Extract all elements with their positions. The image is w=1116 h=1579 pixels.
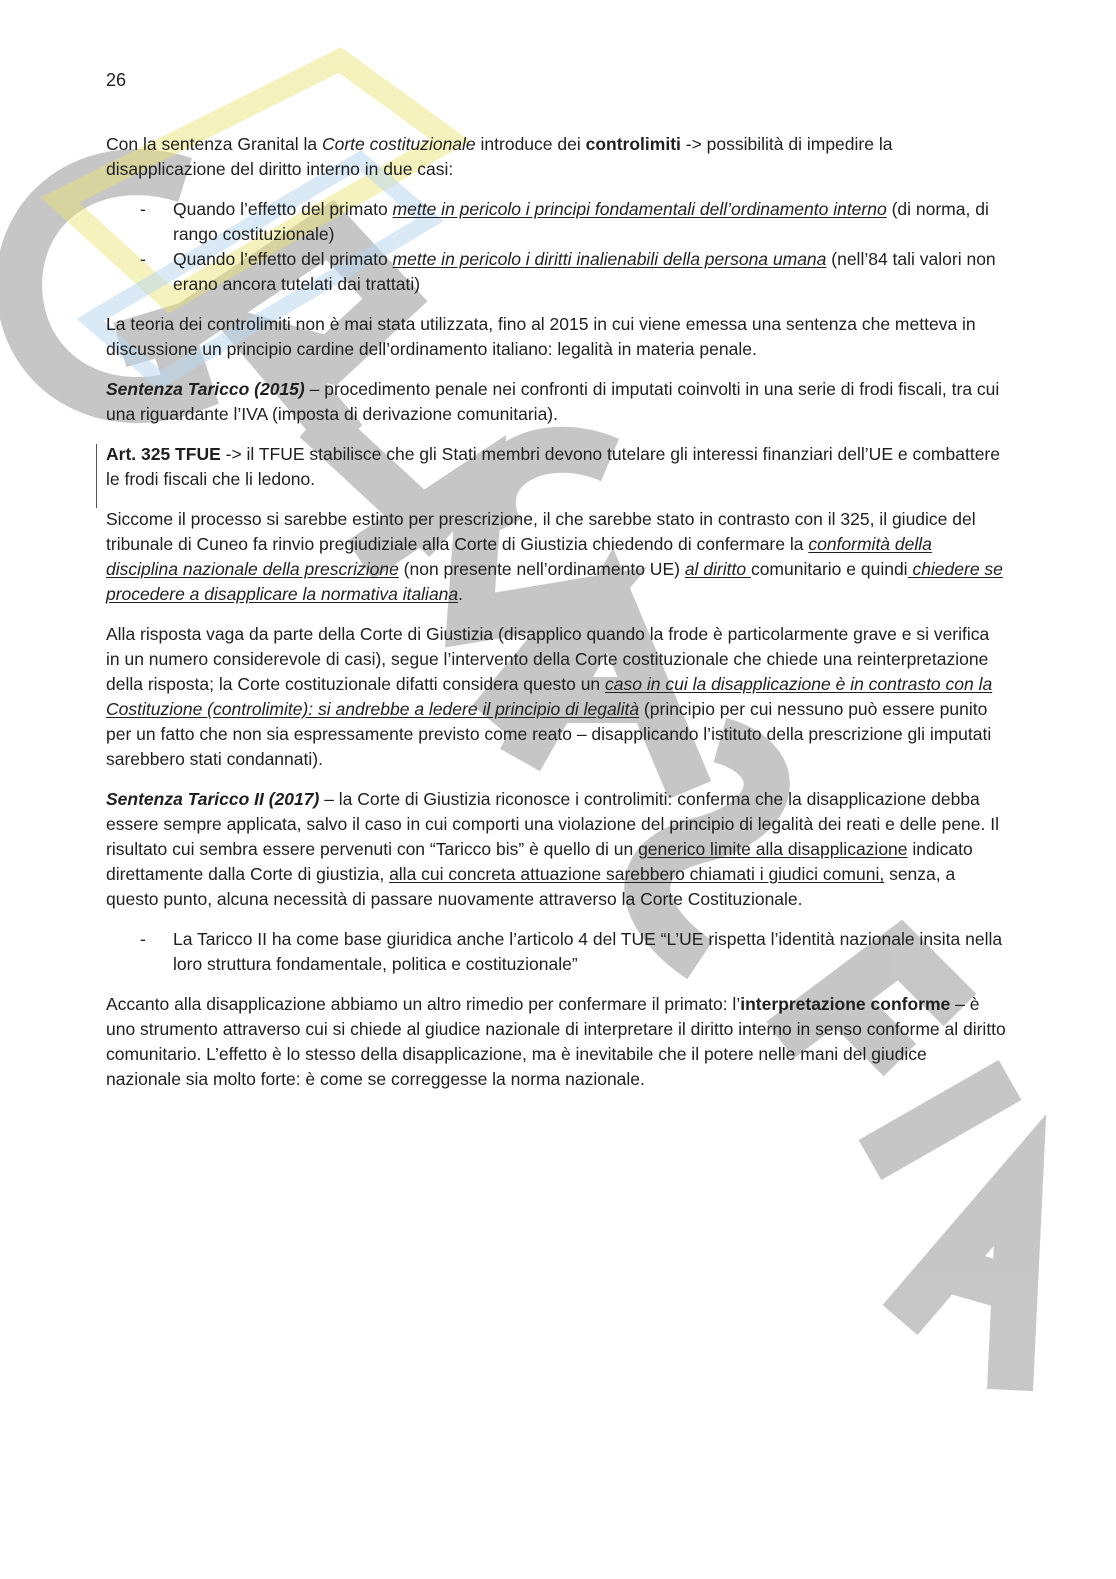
- paragraph-interpretazione: Accanto alla disapplicazione abbiamo un altro rimedio per confermare il primato: l’interpretazione conforme – è uno strumento attraverso cui si chiede al giudice nazionale di interpretare il diritto interno in senso conforme al diritto comunitario. L’effetto è lo stesso della disapplicazione, ma è inevitabile che il potere nelle mani del giudice nazionale sia molto forte: è come se correggesse la norma nazionale.: [106, 994, 1006, 1089]
- taricco-ii-list: [106, 927, 1006, 977]
- list-item: - Quando l’effetto del primato mette in pericolo i diritti inalienabili della persona umana (nell’84 tali valori non erano ancora tutelati dai trattati): [140, 249, 996, 294]
- paragraph-taricco-ii: Sentenza Taricco II (2017) – la Corte di Giustizia riconosce i controlimiti: conferma che la disapplicazione debba essere sempre applicata, salvo il caso in cui comporti una violazione del principio di legalità dei reati e delle pene. Il risultato cui sembra essere pervenuti con “Taricco bis” è quello di un generico limite alla disapplicazione indicato direttamente dalla Corte di giustizia, alla cui concreta attuazione sarebbero chiamati i giudici comuni, senza, a questo punto, alcuna necessità di passare nuovamente attraverso la Corte Costituzionale.: [106, 789, 999, 909]
- controlimiti-list: [106, 197, 1006, 297]
- revision-bar: [96, 444, 97, 508]
- document-body: [106, 132, 1006, 1107]
- list-item: - La Taricco II ha come base giuridica anche l’articolo 4 del TUE “L’UE rispetta l’identità nazionale insita nella loro struttura fondamentale, politica e costituzionale”: [140, 929, 1003, 974]
- paragraph-teoria: La teoria dei controlimiti non è mai stata utilizzata, fino al 2015 in cui viene emessa una sentenza che metteva in discussione un principio cardine dell’ordinamento italiano: legalità in materia penale.: [106, 314, 976, 359]
- page-number: 26: [106, 70, 127, 90]
- paragraph-risposta: Alla risposta vaga da parte della Corte di Giustizia (disapplico quando la frode è particolarmente grave e si verifica in un numero considerevole di casi), segue l’intervento della Corte costituzionale che chiede una reinterpretazione della risposta; la Corte costituzionale difatti considera questo un caso in cui la disapplicazione è in contrasto con la Costituzione (controlimite): si andrebbe a ledere il principio di legalità (principio per cui nessuno può essere punito per un fatto che non sia espressamente previsto come reato – disapplicando l’istituto della prescrizione gli imputati sarebbero stati condannati).: [106, 624, 993, 769]
- paragraph-art325: Art. 325 TFUE -> il TFUE stabilisce che gli Stati membri devono tutelare gli interessi finanziari dell’UE e combattere le frodi fiscali che li ledono.: [106, 444, 1000, 489]
- paragraph-prescrizione: Siccome il processo si sarebbe estinto per prescrizione, il che sarebbe stato in contrasto con il 325, il giudice del tribunale di Cuneo fa rinvio pregiudiziale alla Corte di Giustizia chiedendo di confermare la conformità della disciplina nazionale della prescrizione (non presente nell’ordinamento UE) al diritto comunitario e quindi chiedere se procedere a disapplicare la normativa italiana.: [106, 509, 1003, 604]
- list-item: - Quando l’effetto del primato mette in pericolo i principi fondamentali dell’ordinamento interno (di norma, di rango costituzionale): [140, 199, 989, 244]
- paragraph-taricco: Sentenza Taricco (2015) – procedimento penale nei confronti di imputati coinvolti in una serie di frodi fiscali, tra cui una riguardante l’IVA (imposta di derivazione comunitaria).: [106, 379, 1000, 424]
- watermark-letter: [900, 1180, 1020, 1390]
- paragraph-granital: Con la sentenza Granital la Corte costituzionale introduce dei controlimiti -> possibilità di impedire la disapplicazione del diritto interno in due casi:: [106, 134, 893, 179]
